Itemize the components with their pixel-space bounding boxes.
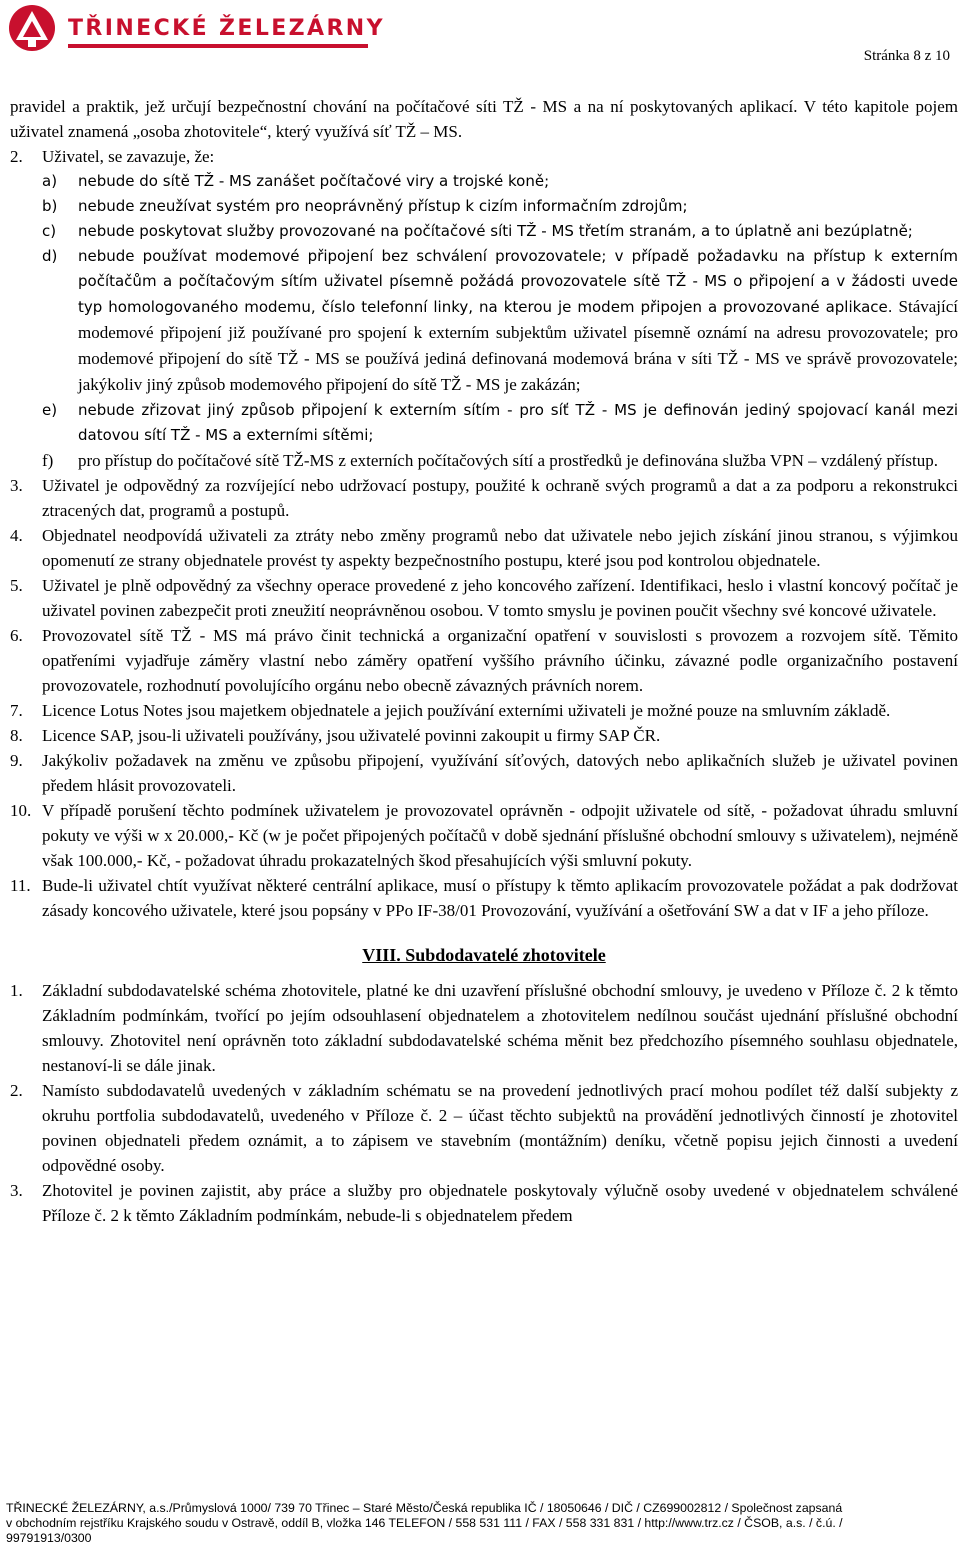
sub-item-e: e) nebude zřizovat jiný způsob připojení k externím sítím - pro síť TŽ - MS je definován jediný spojovací kanál mezi datovou sítí TŽ - MS a externími sítěmi;	[42, 401, 958, 444]
company-logo-icon	[6, 4, 58, 52]
list-item-5: 5. Uživatel je plně odpovědný za všechny operace provedené z jeho koncového zařízení. Identifikaci, heslo i vlastní koncový počítač je uživatel povinen zabezpečit proti zneužití neoprávněnou osobou. V tomto smyslu je povinen poučit všechny své koncové uživatele.	[10, 576, 958, 620]
header-rule	[68, 44, 368, 48]
list-item-6: 6. Provozovatel sítě TŽ - MS má právo činit technická a organizační opatření v souvislosti s provozem a rozvojem sítě. Těmito opatřeními vyjadřuje záměry vlastní nebo záměry opatření vyššího právního účinku, závazné podle organizačního postavení provozovatele, rozhodnutí povolujícího orgánu nebo obecně závazných právních norem.	[10, 626, 958, 695]
section-title: VIII. Subdodavatelé zhotovitele	[362, 945, 606, 965]
list-item-9: 9. Jakýkoliv požadavek na změnu ve způsobu připojení, využívání síťových, datových nebo aplikačních služeb je uživatel povinen předem hlásit provozovateli.	[10, 751, 958, 795]
list-item-8: 8. Licence SAP, jsou-li uživateli používány, jsou uživatelé povinni zakoupit u firmy SAP ČR.	[10, 726, 661, 745]
intro-paragraph: pravidel a praktik, jež určují bezpečnostní chování na počítačové síti TŽ - MS a na ní poskytovaných aplikací. V této kapitole pojem uživatel znamená „osoba zhotovitele“, který využívá síť TŽ – MS.	[10, 97, 958, 141]
page-number: Stránka 8 z 10	[863, 48, 950, 64]
footer-line-3: 99791913/0300	[6, 1531, 92, 1545]
sub-item-d: d) nebude používat modemové připojení bez schválení provozovatele; v případě požadavku na přístup k externím počítačům a počítačovým sítím uživatel písemně požádá provozovatele sítě TŽ - MS o připojení a v žádosti uvede typ homologovaného modemu, číslo telefonní linky, na kterou je modem připojen a provozované aplikace. Stávající modemové připojení již používané pro spojení k externím subjektům uživatel písemně oznámí na adresu provozovatele; pro modemové připojení do sítě TŽ - MS se používá jediná definovaná modemová brána v síti TŽ - MS ve správě provozovatele; jakýkoliv jiný způsob modemového připojení do sítě TŽ - MS je zakázán;	[42, 247, 958, 394]
section-item-1: 1. Základní subdodavatelské schéma zhotovitele, platné ke dni uzavření příslušné obchodní smlouvy, je uvedeno v Příloze č. 2 k těmto Základním podmínkám, tvořící po jejím odsouhlasení objednatelem a zhotovitelem nedílnou součást ujednání příslušné obchodní smlouvy. Zhotovitel není oprávněn toto základní subdodavatelské schéma měnit bez předchozího písemného souhlasu objednatele, nestanoví-li se dále jinak.	[10, 981, 958, 1075]
list-item-7: 7. Licence Lotus Notes jsou majetkem objednatele a jejich používání externími uživateli je možné pouze na smluvním základě.	[10, 701, 891, 720]
page-header	[0, 0, 960, 70]
sub-item-c: c) nebude poskytovat služby provozované na počítačové síti TŽ - MS třetím stranám, a to úplatně ani bezúplatně;	[42, 222, 913, 240]
document-body	[10, 94, 958, 1228]
section-item-2: 2. Namísto subdodavatelů uvedených v základním schématu se na provedení jednotlivých prací mohou podílet též další subjekty z okruhu portfolia subdodavatelů, uvedeného v Příloze č. 2 – účast těchto subjektů na provádění jednotlivých činností je zhotovitel povinen objednateli předem oznámit, a to zápisem ve stavebním (montážním) deníku, včetně popisu jejich činnosti a uvedení odpovědné osoby.	[10, 1081, 958, 1175]
list-item-11: 11. Bude-li uživatel chtít využívat některé centrální aplikace, musí o přístupy k těmto aplikacím provozovatele požádat a pak dodržovat zásady koncového uživatele, které jsou popsány v PPo IF-38/01 Provozování, využívání a ošetřování SW a dat v IF a jeho příloze.	[10, 876, 958, 920]
sub-item-a: a) nebude do sítě TŽ - MS zanášet počítačové viry a trojské koně;	[42, 172, 550, 190]
sub-item-f: f) pro přístup do počítačové sítě TŽ-MS z externích počítačových sítí a prostředků je definována služba VPN – vzdálený přístup.	[42, 451, 939, 470]
sub-item-b: b) nebude zneužívat systém pro neoprávněný přístup k cizím informačním zdrojům;	[42, 197, 688, 215]
list-item-2	[10, 144, 958, 169]
list-item-4: 4. Objednatel neodpovídá uživateli za ztráty nebo změny programů nebo dat uživatele nebo jejich získání jinou stranou, s výjimkou opomenutí ze strany objednatele provést ty aspekty bezpečnostního postupu, které jsou pod kontrolou objednatele.	[10, 526, 958, 570]
footer-line-1: TŘINECKÉ ŽELEZÁRNY, a.s./Průmyslová 1000/ 739 70 Třinec – Staré Město/Česká republika IČ / 18050646 / DIČ / CZ699002812 / Společnost zapsaná	[6, 1501, 843, 1515]
list-item-3: 3. Uživatel je odpovědný za rozvíjející nebo udržovací postupy, použité k ochraně svých programů a dat a za podporu a rekonstrukci ztracených dat, programů a postupů.	[10, 476, 958, 520]
footer-line-2: v obchodním rejstříku Krajského soudu v Ostravě, oddíl B, vložka 146 TELEFON / 558 531 111 / FAX / 558 331 831 / http://www.trz.cz / ČSOB, a.s. / č.ú. /	[6, 1516, 843, 1530]
item-number: 2.	[10, 147, 23, 166]
list-item-10: 10. V případě porušení těchto podmínek uživatelem je provozovatel oprávněn - odpojit uživatele od sítě, - požadovat úhradu smluvní pokuty ve výši w x 20.000,- Kč (w je počet připojených počítačů v době sjednání příslušné obchodní smlouvy s uživatelem), nejméně však 100.000,- Kč, - požadovat úhradu prokazatelných škod přesahujících výši smluvní pokuty.	[10, 801, 958, 870]
company-name: TŘINECKÉ ŽELEZÁRNY	[68, 16, 385, 41]
page-footer	[6, 1501, 958, 1546]
section-item-3: 3. Zhotovitel je povinen zajistit, aby práce a služby pro objednatele poskytovaly výlučně osoby uvedené v objednatelem schválené Příloze č. 2 k těmto Základním podmínkám, nebude-li s objednatelem předem	[10, 1181, 958, 1225]
item-text: Uživatel, se zavazuje, že:	[42, 147, 215, 166]
